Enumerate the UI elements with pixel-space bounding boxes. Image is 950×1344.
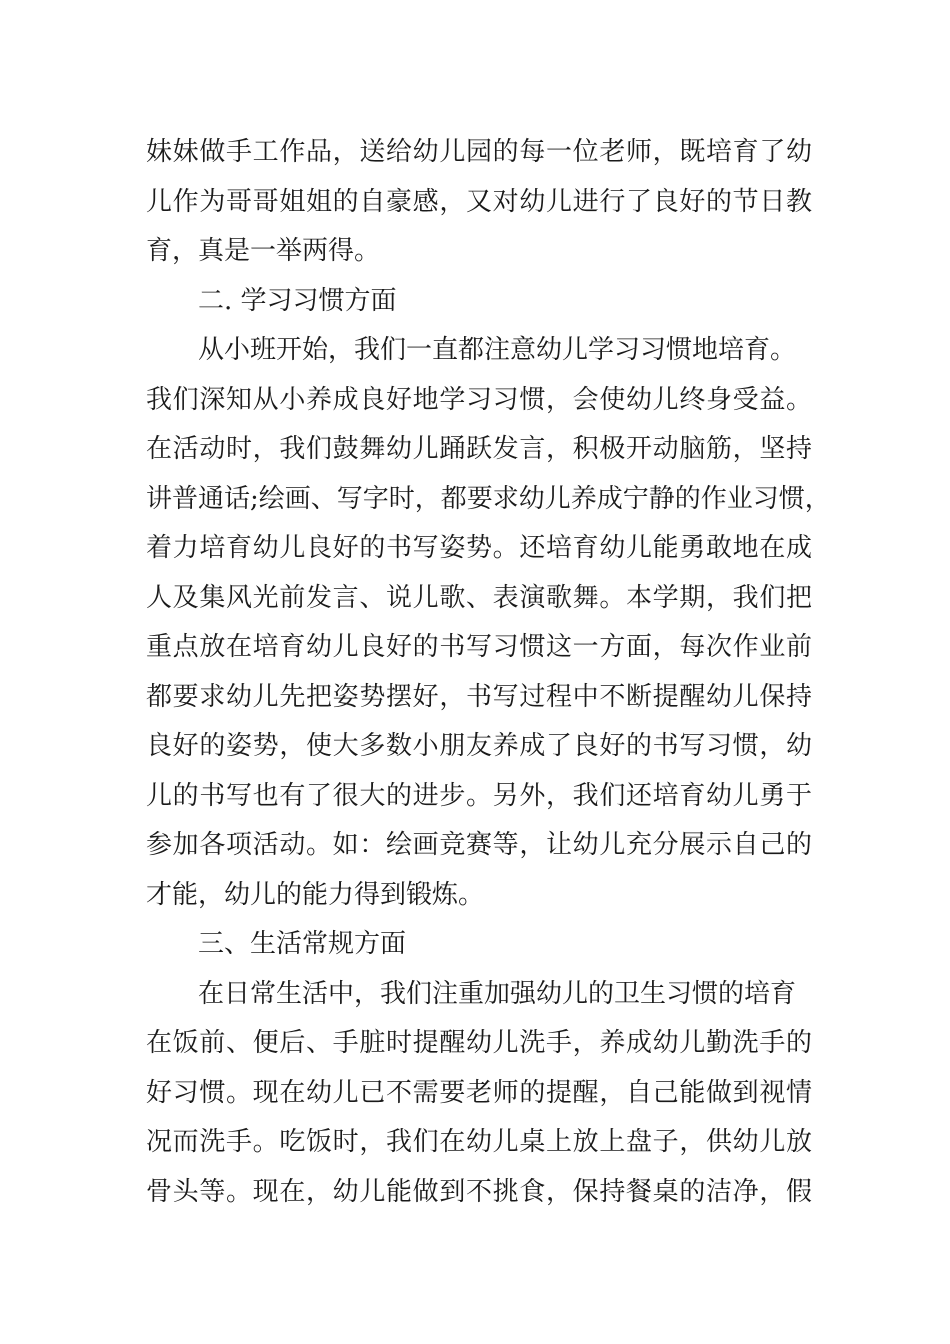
text-line: 都要求幼儿先把姿势摆好，书写过程中不断提醒幼儿保持 [146, 681, 812, 712]
section-heading-study-habits: 二. 学习习惯方面 [198, 285, 397, 316]
text-line: 儿的书写也有了很大的进步。另外，我们还培育幼儿勇于 [146, 780, 812, 811]
text-line: 在饭前、便后、手脏时提醒幼儿洗手，养成幼儿勤洗手的 [146, 1028, 812, 1058]
text-line: 人及集风光前发言、说儿歌、表演歌舞。本学期，我们把 [146, 582, 812, 613]
text-line: 良好的姿势，使大多数小朋友养成了良好的书写习惯，幼 [146, 731, 812, 761]
text-line: 好习惯。现在幼儿已不需要老师的提醒，自己能做到视情 [146, 1077, 812, 1108]
text-line: 在活动时，我们鼓舞幼儿踊跃发言，积极开动脑筋，坚持 [146, 434, 812, 464]
text-line: 况而洗手。吃饭时，我们在幼儿桌上放上盘子，供幼儿放 [146, 1127, 812, 1157]
text-line: 在日常生活中，我们注重加强幼儿的卫生习惯的培育 [198, 978, 797, 1009]
text-line: 从小班开始，我们一直都注意幼儿学习习惯地培育。 [198, 335, 797, 365]
text-line: 才能，幼儿的能力得到锻炼。 [146, 879, 485, 910]
body-text [146, 128, 831, 1217]
text-line: 我们深知从小养成良好地学习习惯，会使幼儿终身受益。 [146, 384, 812, 415]
section-heading-daily-routine: 三、生活常规方面 [198, 929, 407, 959]
text-line: 参加各项活动。如：绘画竞赛等，让幼儿充分展示自己的 [146, 830, 812, 860]
text-line: 育，真是一举两得。 [146, 236, 381, 266]
text-line: 讲普通话;绘画、写字时，都要求幼儿养成宁静的作业习惯， [146, 483, 831, 514]
text-line: 着力培育幼儿良好的书写姿势。还培育幼儿能勇敢地在成 [146, 533, 812, 563]
text-line: 骨头等。现在，幼儿能做到不挑食，保持餐桌的洁净，假 [146, 1176, 812, 1207]
text-line: 儿作为哥哥姐姐的自豪感，又对幼儿进行了良好的节日教 [146, 186, 812, 217]
text-line: 重点放在培育幼儿良好的书写习惯这一方面，每次作业前 [146, 632, 812, 662]
text-line: 妹妹做手工作品，送给幼儿园的每一位老师，既培育了幼 [146, 137, 812, 167]
